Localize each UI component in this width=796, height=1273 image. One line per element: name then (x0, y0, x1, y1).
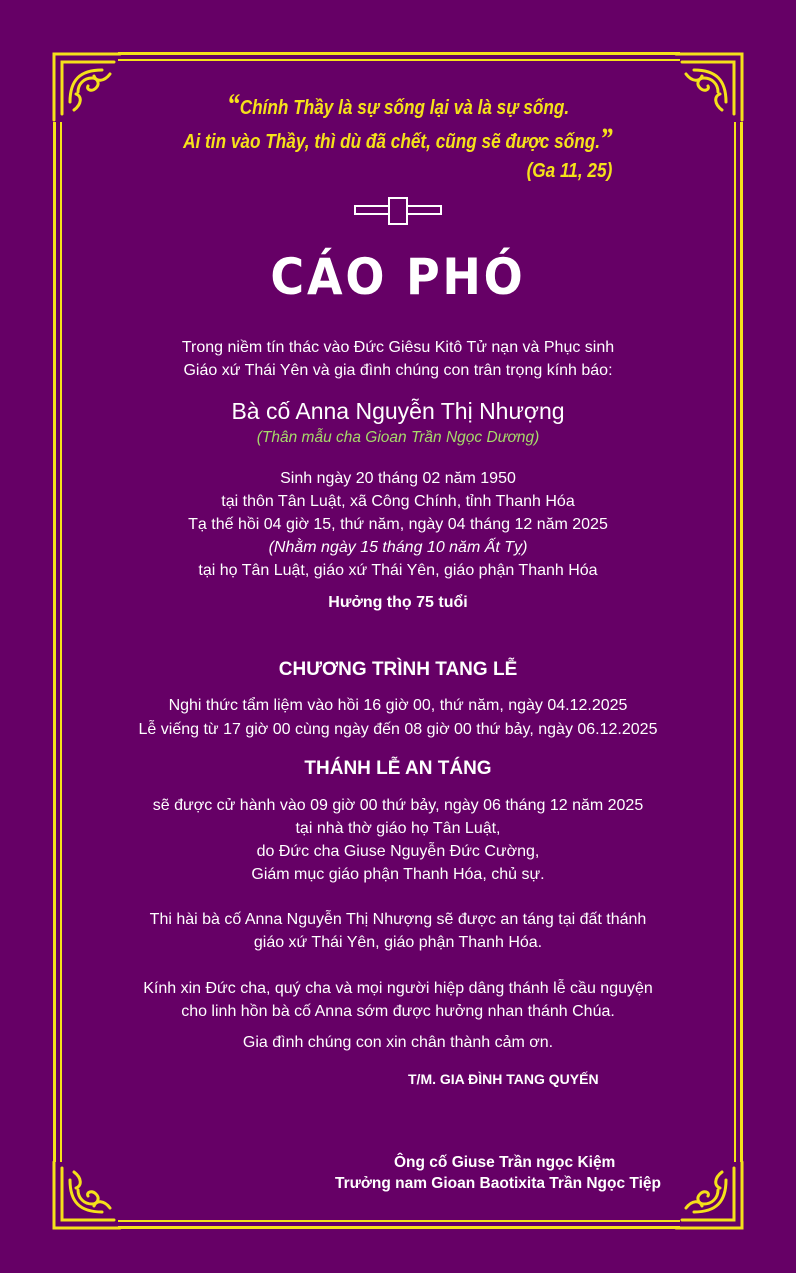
quote-line-2 (56, 122, 741, 156)
frame-top-inner (118, 59, 680, 61)
quote-close-mark: ” (600, 122, 613, 155)
frame-bottom-inner (118, 1220, 680, 1222)
quote-line-1 (56, 88, 741, 122)
thanks-text: Gia đình chúng con xin chân thành cảm ơn. (242, 1034, 554, 1051)
corner-ornament-bottom-left-icon (52, 1160, 122, 1230)
mass-line-2: tại nhà thờ giáo họ Tân Luật, (295, 820, 501, 837)
signer-name-2: Trưởng nam Gioan Baotixita Trần Ngọc Tiệp (335, 1175, 661, 1192)
burial-line-1: Thi hài bà cố Anna Nguyễn Thị Nhượng sẽ được an táng tại đất thánh (149, 911, 647, 928)
quote-reference: (Ga 11, 25) (526, 160, 613, 182)
death-date: Tạ thế hồi 04 giờ 15, thứ năm, ngày 04 tháng 12 năm 2025 (188, 516, 608, 533)
quote-text-2: Ai tin vào Thầy, thì dù đã chết, cũng sẽ được sống. (183, 131, 601, 153)
mass-heading: THÁNH LỄ AN TÁNG (304, 758, 492, 779)
mass-line-3: do Đức cha Giuse Nguyễn Đức Cường, (256, 843, 540, 860)
page-title: CÁO PHÓ (270, 248, 526, 306)
frame-bottom-outer (118, 1226, 680, 1229)
request-line-1: Kính xin Đức cha, quý cha và mọi người hiệp dâng thánh lễ cầu nguyện (143, 980, 653, 997)
deceased-relation: (Thân mẫu cha Gioan Trần Ngọc Dương) (256, 429, 540, 446)
death-place: tại họ Tân Luật, giáo xứ Thái Yên, giáo phận Thanh Hóa (198, 562, 598, 579)
frame-top-outer (118, 52, 680, 55)
birth-place: tại thôn Tân Luật, xã Công Chính, tỉnh Thanh Hóa (221, 493, 575, 510)
mass-line-1: sẽ được cử hành vào 09 giờ 00 thứ bảy, ngày 06 tháng 12 năm 2025 (152, 797, 644, 814)
request-line-2: cho linh hồn bà cố Anna sớm được hưởng nhan thánh Chúa. (181, 1003, 615, 1020)
program-heading: CHƯƠNG TRÌNH TANG LỄ (278, 659, 518, 680)
quote-text-1: Chính Thầy là sự sống lại và là sự sống. (239, 97, 570, 119)
intro-line-2: Giáo xứ Thái Yên và gia đình chúng con trân trọng kính báo: (183, 362, 613, 379)
lunar-date: (Nhằm ngày 15 tháng 10 năm Ất Tỵ) (268, 539, 528, 556)
program-line-1: Nghi thức tẩm liệm vào hồi 16 giờ 00, thứ năm, ngày 04.12.2025 (168, 697, 628, 714)
birth-date: Sinh ngày 20 tháng 02 năm 1950 (280, 470, 516, 487)
quote-open-mark: “ (226, 88, 240, 121)
deceased-name: Bà cố Anna Nguyễn Thị Nhượng (231, 398, 565, 424)
cross-icon (354, 197, 442, 225)
signer-name-1: Ông cố Giuse Trần ngọc Kiệm (394, 1154, 616, 1171)
burial-line-2: giáo xứ Thái Yên, giáo phận Thanh Hóa. (253, 934, 543, 951)
on-behalf-text: T/M. GIA ĐÌNH TANG QUYẾN (408, 1071, 599, 1087)
mass-line-4: Giám mục giáo phận Thanh Hóa, chủ sự. (251, 866, 545, 883)
intro-line-1: Trong niềm tín thác vào Đức Giêsu Kitô Tử nạn và Phục sinh (181, 339, 615, 356)
age-text: Hưởng thọ 75 tuổi (328, 594, 468, 611)
corner-ornament-bottom-right-icon (674, 1160, 744, 1230)
program-line-2: Lễ viếng từ 17 giờ 00 cùng ngày đến 08 giờ 00 thứ bảy, ngày 06.12.2025 (138, 721, 658, 738)
